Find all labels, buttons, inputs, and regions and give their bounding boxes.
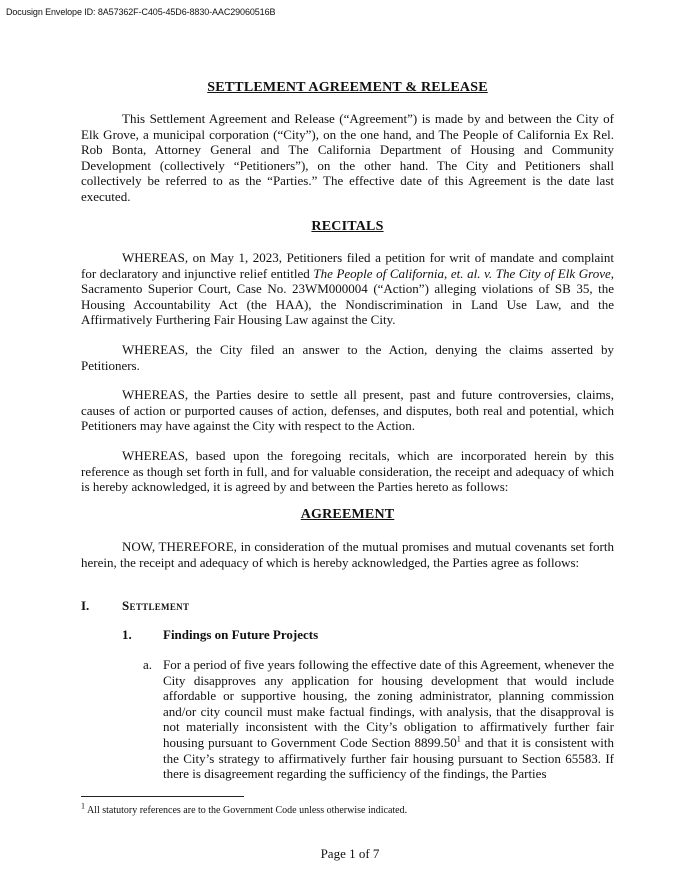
page-number: Page 1 of 7 — [320, 846, 380, 861]
footnote: $^1$ All statutory references are to the Government Code unless otherwise indicated. — [81, 801, 408, 816]
section-title: Settlement — [122, 598, 190, 613]
case-name: The People of California, et. al. v. The City of Elk Grove — [313, 265, 611, 281]
footnote-reference: 1 — [456, 734, 461, 744]
item-letter: a. — [143, 657, 153, 672]
recital-paragraph-1: WHEREAS, on May 1, 2023, Petitioners filed a petition for writ of mandate and complaint for declaratory and injunctive relief entitled The People of California, et. al. v. The City of Elk Grove, Sacramento Superior Court, Case No. 23WM000004 (“Action”) alleging violations of SB 35, the Housing Accountability Act (the HAA), the Nondiscrimination in Land Use Law, and the Affirmatively Furthering Fair Housing Law against the City. — [81, 250, 614, 327]
recital-paragraph-3: WHEREAS, the Parties desire to settle all present, past and future controversies, claims, causes of action or purported causes of action, defenses, and disputes, both real and potential, which Petitioners may have against the City with respect to the Action. — [81, 387, 614, 433]
recital-paragraph-4: WHEREAS, based upon the foregoing recitals, which are incorporated herein by this reference as though set forth in full, and for valuable consideration, the receipt and adequacy of which is hereby acknowledged, it is agreed by and between the Parties hereto as follows: — [81, 448, 614, 494]
intro-paragraph: This Settlement Agreement and Release (“Agreement”) is made by and between the City of Elk Grove, a municipal corporation (“City”), on the one hand, and The People of California Ex Rel. Rob Bonta, Attorney General and The California Department of Housing and Community Development (collectively “Petitioners”), on the other hand. The City and Petitioners shall collectively be referred to as the “Parties.” The effective date of this Agreement is the date last executed. — [81, 111, 614, 204]
recitals-heading: RECITALS — [311, 219, 384, 234]
agreement-intro-paragraph: NOW, THEREFORE, in consideration of the mutual promises and mutual covenants set forth herein, the receipt and adequacy of which is hereby acknowledged, the Parties agree as follows: — [81, 539, 614, 570]
recital-paragraph-2: WHEREAS, the City filed an answer to the Action, denying the claims asserted by Petitioners. — [81, 342, 614, 373]
item-a-text: For a period of five years following the effective date of this Agreement, whenever the City disapproves any application for housing development that would include affordable or supportive housing, the zoning administrator, planning commission and/or city council must make factual findings, with analysis, that the disapproval is not materially inconsistent with the City’s obligation to affirmatively further fair housing pursuant to Government Code Section 8899.50$^1$ and that it is consistent with the City’s strategy to affirmatively further fair housing pursuant to Section 65583. If there is disagreement regarding the sufficiency of the findings, the Parties — [163, 657, 615, 782]
section-number: I. — [81, 598, 90, 613]
agreement-heading: AGREEMENT — [300, 507, 395, 522]
document-title: SETTLEMENT AGREEMENT & RELEASE — [207, 80, 488, 95]
footnote-divider — [81, 796, 244, 797]
subsection-number: 1. — [122, 627, 132, 642]
envelope-id: Docusign Envelope ID: 8A57362F-C405-45D6-8830-AAC29060516B — [6, 7, 276, 17]
subsection-title: Findings on Future Projects — [163, 627, 319, 642]
